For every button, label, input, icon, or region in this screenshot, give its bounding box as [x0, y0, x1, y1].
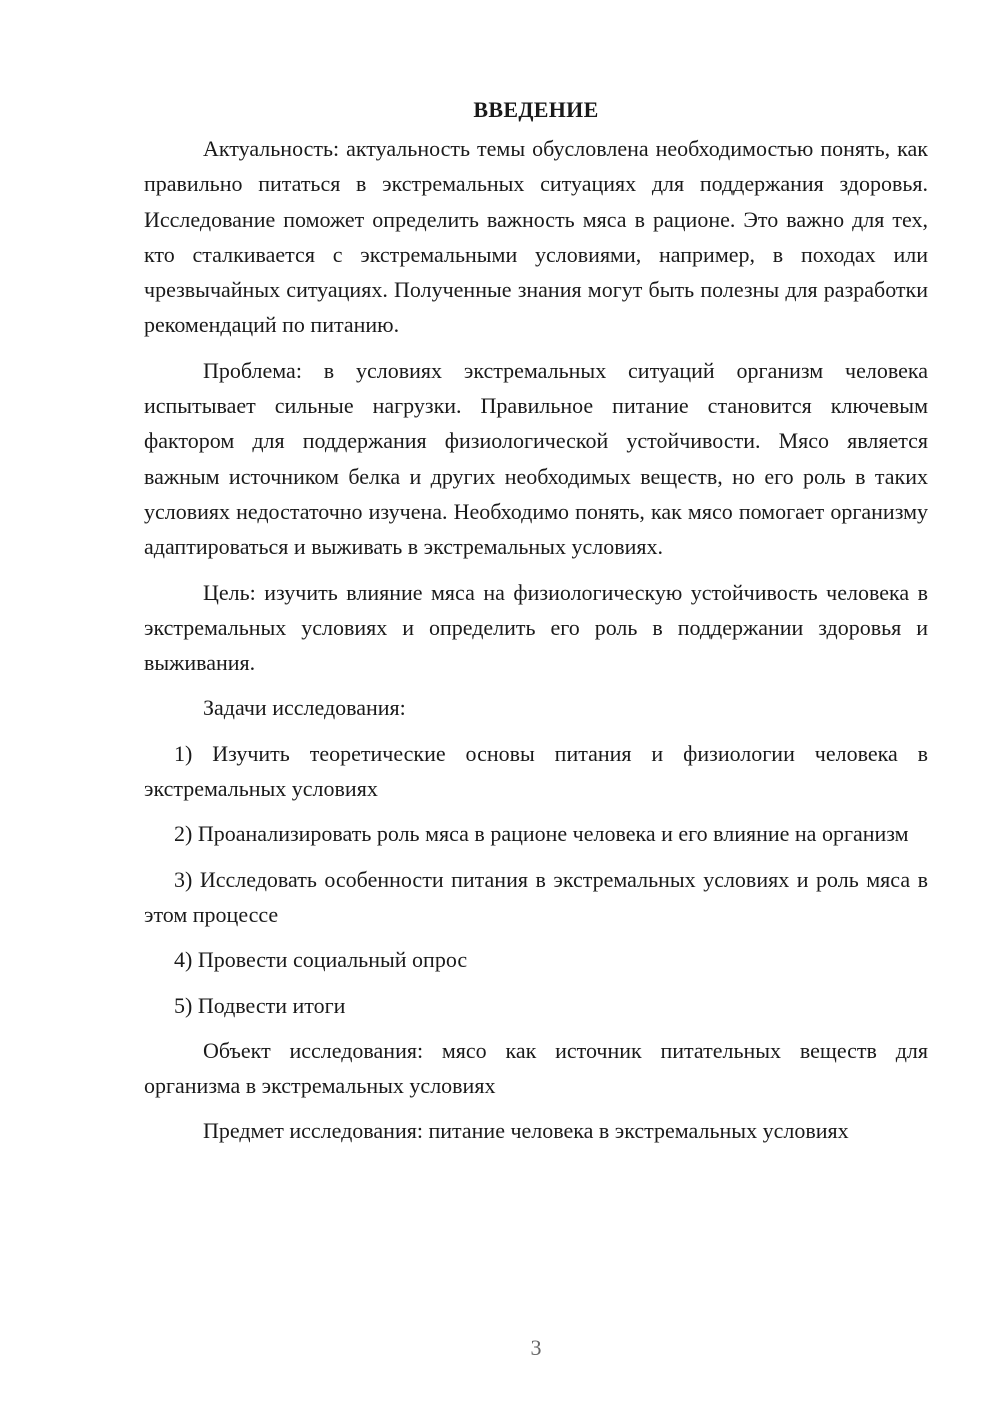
goal-paragraph: Цель: изучить влияние мяса на физиологическую устойчивость человека в экстремальных условиях и определить его роль в поддержании здоровья и выживания. [144, 579, 928, 676]
task-item-1: 1) Изучить теоретические основы питания и физиологии человека в экстремальных условиях [144, 740, 928, 802]
page-number: 3 [530, 1335, 542, 1360]
page-title: ВВЕДЕНИЕ [473, 97, 599, 122]
task-item-5: 5) Подвести итоги [174, 992, 346, 1018]
problem-paragraph: Проблема: в условиях экстремальных ситуаций организм человека испытывает сильные нагрузки. Правильное питание становится ключевым фактором для поддержания физиологической устойчивости. Мясо является важным источником белка и других необходимых веществ, но его роль в таких условиях недостаточно изучена. Необходимо понять, как мясо помогает организму адаптироваться и выживать в экстремальных условиях. [144, 357, 928, 560]
task-item-3: 3) Исследовать особенности питания в экстремальных условиях и роль мяса в этом процессе [144, 866, 928, 927]
object-paragraph: Объект исследования: мясо как источник питательных веществ для организма в экстремальных условиях [144, 1037, 928, 1099]
relevance-paragraph: Актуальность: актуальность темы обусловлена необходимостью понять, как правильно питаться в экстремальных ситуациях для поддержания здоровья. Исследование поможет определить важность мяса в рационе. Это важно для тех, кто сталкивается с экстремальными условиями, например, в походах или чрезвычайных ситуациях. Полученные знания могут быть полезны для разработки рекомендаций по питанию. [144, 136, 928, 338]
tasks-heading: Задачи исследования: [203, 695, 406, 721]
task-item-2: 2) Проанализировать роль мяса в рационе человека и его влияние на организм [174, 821, 909, 847]
task-item-4: 4) Провести социальный опрос [174, 947, 468, 973]
document-page [144, 92, 928, 1159]
subject-paragraph: Предмет исследования: питание человека в экстремальных условиях [203, 1118, 849, 1144]
